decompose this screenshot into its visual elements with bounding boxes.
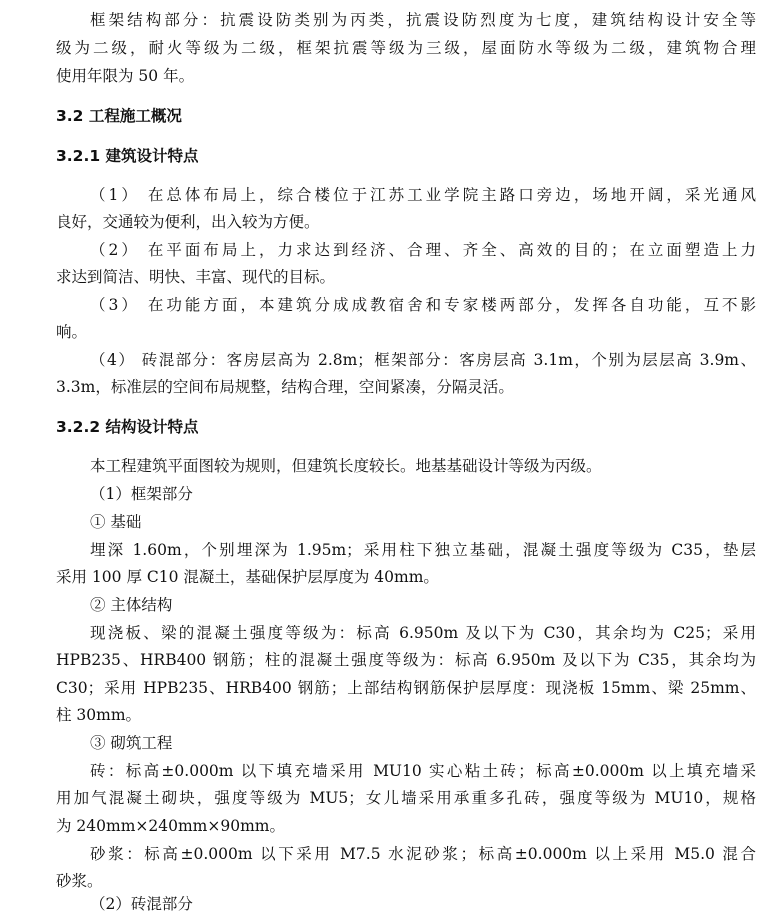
section-heading-3-2-1: 3.2.1 建筑设计特点 (56, 147, 199, 165)
text-line: HPB235、HRB400 钢筋；柱的混凝土强度等级为：标高 6.950m 及以下为 C35，其余均为 (56, 651, 756, 669)
text-line: 埋深 1.60m，个别埋深为 1.95m；采用柱下独立基础，混凝土强度等级为 C35，垫层 (90, 541, 756, 559)
list-item-1: （1） 在总体布局上，综合楼位于江苏工业学院主路口旁边，场地开阔，采光通风 (90, 186, 756, 204)
text-line: 现浇板、梁的混凝土强度等级为：标高 6.950m 及以下为 C30，其余均为 C25；采用 (90, 624, 756, 642)
text-line: 本工程建筑平面图较为规则，但建筑长度较长。地基基础设计等级为丙级。 (90, 457, 602, 475)
list-item-2-cont: 求达到简洁、明快、丰富、现代的目标。 (56, 268, 336, 286)
sub-heading-foundation: ① 基础 (90, 513, 142, 531)
list-item-1-cont: 良好，交通较为便利，出入较为方便。 (56, 213, 320, 231)
text-line: 为 240mm×240mm×90mm。 (56, 817, 285, 835)
text-line: C30；采用 HPB235、HRB400 钢筋；上部结构钢筋保护层厚度：现浇板 15mm、梁 25mm、 (56, 679, 756, 697)
text-line: 采用 100 厚 C10 混凝土，基础保护层厚度为 40mm。 (56, 568, 439, 586)
text-line: 砂浆。 (56, 872, 103, 890)
text-line: 用加气混凝土砌块，强度等级为 MU5；女儿墙采用承重多孔砖，强度等级为 MU10，规格 (56, 789, 756, 807)
list-item-3-cont: 响。 (56, 323, 88, 341)
sub-heading-main-structure: ② 主体结构 (90, 596, 173, 614)
list-item-4: （4） 砖混部分：客房层高为 2.8m；框架部分：客房层高 3.1m，个别为层层高 3.9m、 (90, 351, 756, 369)
list-item-4-cont: 3.3m，标准层的空间布局规整，结构合理，空间紧凑，分隔灵活。 (56, 378, 514, 396)
text-line: 级为二级，耐火等级为二级，框架抗震等级为三级，屋面防水等级为二级，建筑物合理 (56, 39, 756, 57)
text-line: 柱 30mm。 (56, 706, 142, 724)
cut-off-heading: （2）砖混部分 (90, 895, 193, 913)
sub-heading-masonry: ③ 砌筑工程 (90, 734, 173, 752)
list-item-2: （2） 在平面布局上，力求达到经济、合理、齐全、高效的目的；在立面塑造上力 (90, 241, 756, 259)
sub-heading-frame: （1）框架部分 (90, 485, 193, 503)
text-line: 砂浆：标高±0.000m 以下采用 M7.5 水泥砂浆；标高±0.000m 以上采用 M5.0 混合 (90, 845, 756, 863)
text-line: 使用年限为 50 年。 (56, 67, 195, 85)
text-line: 砖：标高±0.000m 以下填充墙采用 MU10 实心粘土砖；标高±0.000m 以上填充墙采 (90, 762, 756, 780)
section-heading-3-2-2: 3.2.2 结构设计特点 (56, 418, 199, 436)
section-heading-3-2: 3.2 工程施工概况 (56, 107, 182, 125)
text-line: 框架结构部分：抗震设防类别为丙类，抗震设防烈度为七度，建筑结构设计安全等 (90, 11, 756, 29)
list-item-3: （3） 在功能方面，本建筑分成成教宿舍和专家楼两部分，发挥各自功能，互不影 (90, 296, 756, 314)
